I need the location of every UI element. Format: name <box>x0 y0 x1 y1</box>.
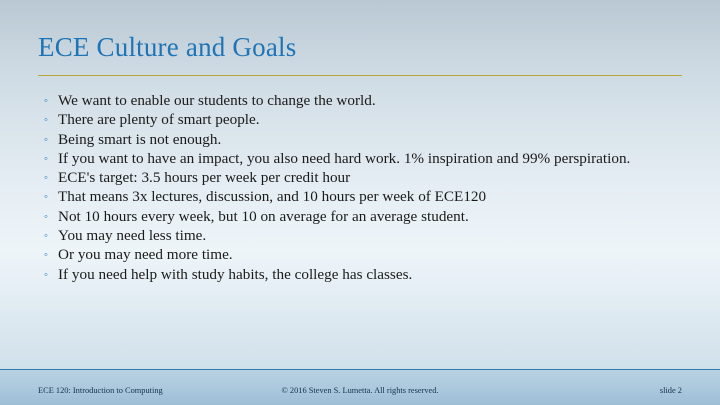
footer-course-label: ECE 120: Introduction to Computing <box>38 386 163 395</box>
footer-copyright: © 2016 Steven S. Lumetta. All rights reserved. <box>281 386 439 395</box>
bullet-list <box>44 92 674 285</box>
bullet-icon: ◦ <box>44 249 48 262</box>
list-item <box>44 266 674 284</box>
bullet-icon: ◦ <box>44 172 48 185</box>
list-item <box>44 208 674 226</box>
list-item <box>44 246 674 264</box>
bullet-icon: ◦ <box>44 114 48 127</box>
bullet-icon: ◦ <box>44 133 48 146</box>
title-divider <box>38 75 682 76</box>
bullet-icon: ◦ <box>44 268 48 281</box>
list-item-text: ECE's target: 3.5 hours per week per credit hour <box>58 169 351 187</box>
list-item-text: If you need help with study habits, the college has classes. <box>58 265 413 283</box>
list-item <box>44 169 674 187</box>
list-item <box>44 131 674 149</box>
list-item-text: There are plenty of smart people. <box>58 111 260 129</box>
page-title: ECE Culture and Goals <box>38 32 297 62</box>
list-item <box>44 150 674 168</box>
bullet-icon: ◦ <box>44 191 48 204</box>
list-item-text: We want to enable our students to change the world. <box>58 92 376 109</box>
bullet-icon: ◦ <box>44 210 48 223</box>
list-item-text: That means 3x lectures, discussion, and 10 hours per week of ECE120 <box>58 188 487 206</box>
list-item-text: Being smart is not enough. <box>58 130 222 148</box>
bullet-icon: ◦ <box>44 230 48 243</box>
list-item <box>44 188 674 206</box>
bullet-icon: ◦ <box>44 152 48 165</box>
list-item-text: If you want to have an impact, you also need hard work. 1% inspiration and 99% perspiration. <box>58 149 631 167</box>
list-item <box>44 111 674 129</box>
bullet-icon: ◦ <box>44 95 48 107</box>
list-item-text: You may need less time. <box>58 227 207 245</box>
list-item-text: Or you may need more time. <box>58 246 233 264</box>
footer-slide-number: slide 2 <box>659 386 682 395</box>
list-item <box>44 227 674 245</box>
list-item-text: Not 10 hours every week, but 10 on average for an average student. <box>58 207 469 225</box>
list-item <box>44 92 674 110</box>
